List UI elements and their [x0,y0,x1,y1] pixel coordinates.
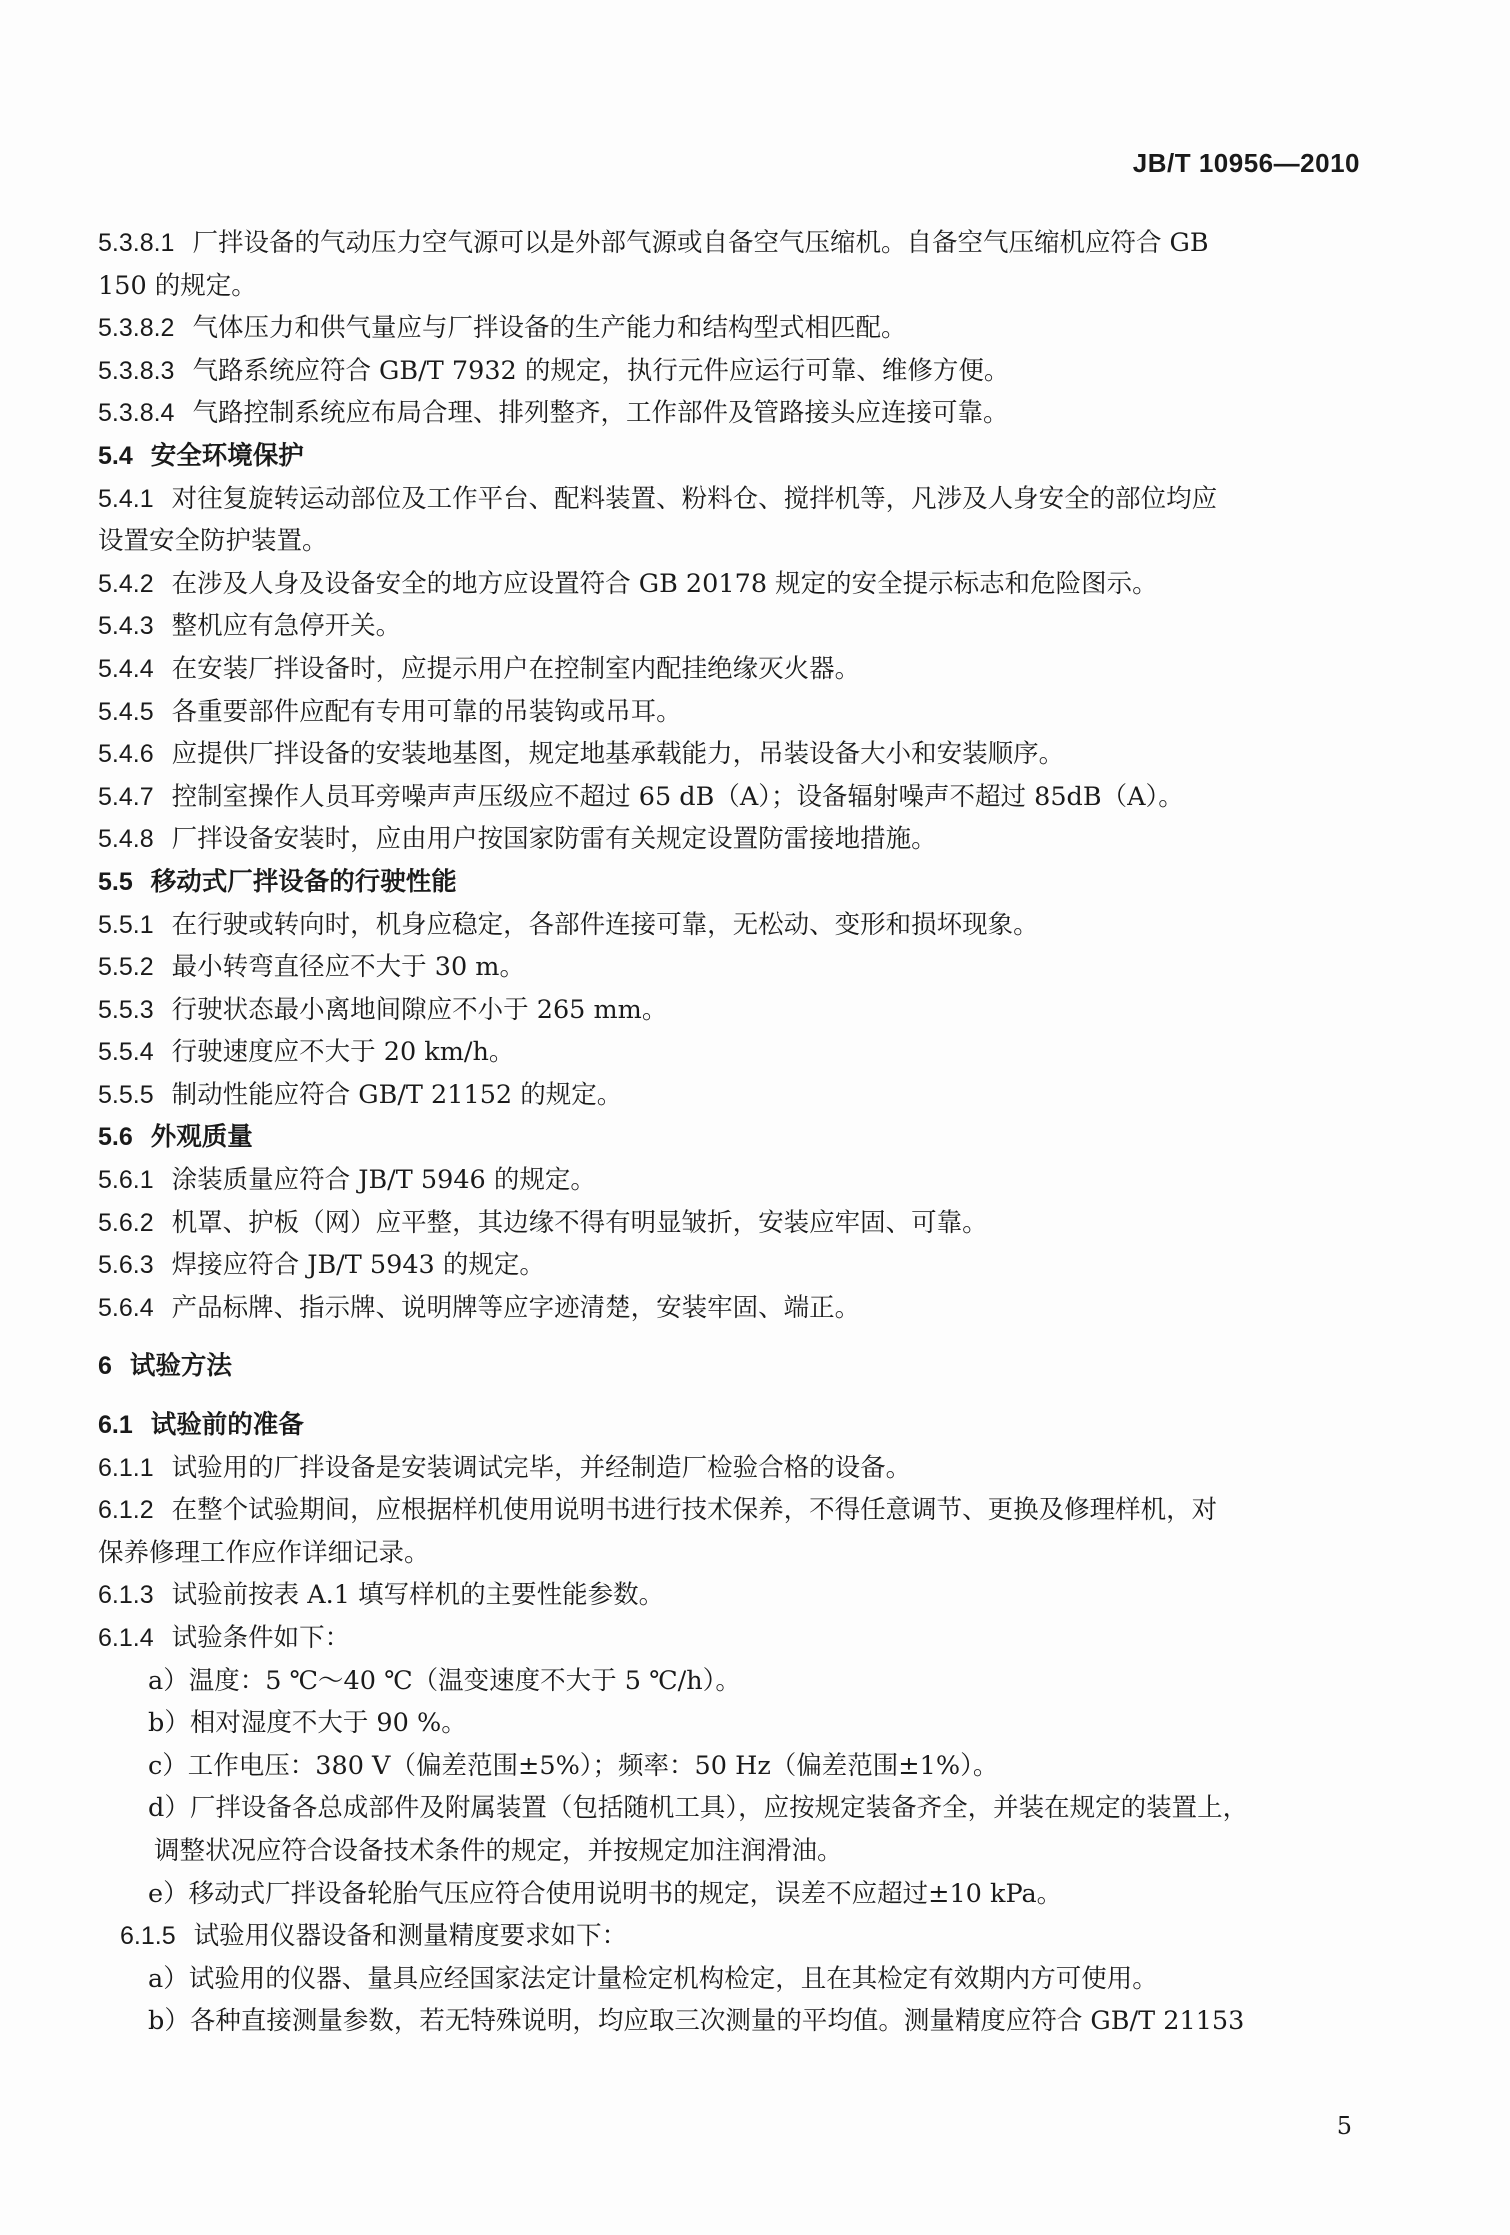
clause-number: 5.6 [98,1123,133,1152]
clause-line [98,1159,1360,1202]
clause-text: 行驶状态最小离地间隙应不小于 265 mm。 [171,994,668,1025]
clause-text: 气体压力和供气量应与厂拌设备的生产能力和结构型式相匹配。 [192,313,907,344]
clause-text: 控制室操作人员耳旁噪声声压级应不超过 65 dB（A）；设备辐射噪声不超过 85dB（A）。 [171,781,1184,812]
clause-text: 各重要部件应配有专用可靠的吊装钩或吊耳。 [171,696,682,727]
clause-line [98,520,1360,563]
clause-text: 在涉及人身及设备安全的地方应设置符合 GB 20178 规定的安全提示标志和危险图示。 [171,568,1158,599]
clause-text: 150 的规定。 [98,270,257,301]
clause-line [98,648,1360,691]
clause-line [98,818,1360,861]
clause-number: 5.5.4 [98,1038,154,1067]
clause-number: 5.6.4 [98,1293,154,1322]
list-item [98,1745,1360,1788]
clause-number: 5.4 [98,441,133,470]
section-heading [98,1116,1360,1159]
clause-number: 5.5.3 [98,995,154,1024]
section-heading [98,1404,1360,1447]
clause-text: 在整个试验期间，应根据样机使用说明书进行技术保养，不得任意调节、更换及修理样机，对 [171,1495,1218,1526]
page-number: 5 [1336,2112,1352,2140]
clause-text: 机罩、护板（网）应平整，其边缘不得有明显皱折，安装应牢固、可靠。 [171,1207,988,1238]
clause-line [98,946,1360,989]
clause-number: 5.3.8.3 [98,356,175,385]
clause-text: 试验条件如下： [171,1623,351,1653]
clause-text: 试验前按表 A.1 填写样机的主要性能参数。 [171,1580,665,1611]
clause-line [98,265,1360,308]
clause-line [98,222,1360,265]
clause-line [98,1489,1360,1532]
list-item [98,1660,1360,1703]
clause-text: 整机应有急停开关。 [171,611,402,642]
section-heading [98,435,1360,478]
clause-text: 外观质量 [150,1122,253,1153]
document-body [98,222,1360,2043]
clause-text: 试验用的厂拌设备是安装调试完毕，并经制造厂检验合格的设备。 [171,1452,912,1483]
clause-line [98,392,1360,435]
clause-number: 5.4.4 [98,654,154,683]
clause-text: b）各种直接测量参数，若无特殊说明，均应取三次测量的平均值。测量精度应符合 GB/T 21153 [148,2006,1245,2037]
list-item [98,1873,1360,1916]
clause-text: 行驶速度应不大于 20 km/h。 [171,1037,515,1068]
clause-text: 安全环境保护 [150,440,304,471]
clause-number: 5.4.2 [98,569,154,598]
clause-number: 5.4.7 [98,782,154,811]
clause-text: 应提供厂拌设备的安装地基图，规定地基承载能力，吊装设备大小和安装顺序。 [171,739,1065,770]
clause-line [98,350,1360,393]
clause-number: 5.4.3 [98,612,154,641]
clause-text: e）移动式厂拌设备轮胎气压应符合使用说明书的规定，误差不应超过±10 kPa。 [148,1878,1063,1909]
clause-number: 5.5 [98,867,133,896]
clause-line [98,1574,1360,1617]
clause-line [98,904,1360,947]
clause-number: 5.5.1 [98,910,154,939]
clause-text: 调整状况应符合设备技术条件的规定，并按规定加注润滑油。 [154,1835,843,1866]
clause-line [98,1287,1360,1330]
clause-text: 最小转弯直径应不大于 30 m。 [171,952,525,983]
clause-text: 厂拌设备安装时，应由用户按国家防雷有关规定设置防雷接地措施。 [171,824,937,855]
clause-line [98,1447,1360,1490]
clause-number: 6.1 [98,1411,133,1440]
clause-number: 5.4.6 [98,740,154,769]
clause-number: 5.3.8.4 [98,399,175,428]
clause-text: c）工作电压：380 V（偏差范围±5%）；频率：50 Hz（偏差范围±1%）。 [148,1750,999,1781]
clause-line [98,733,1360,776]
clause-text: 设置安全防护装置。 [98,526,328,557]
clause-number: 5.6.3 [98,1251,154,1280]
clause-number: 5.4.1 [98,484,154,513]
clause-line [98,776,1360,819]
clause-number: 6.1.2 [98,1496,154,1525]
clause-line [98,1244,1360,1287]
clause-text: a）试验用的仪器、量具应经国家法定计量检定机构检定，且在其检定有效期内方可使用。 [148,1963,1158,1994]
clause-line [98,605,1360,648]
clause-number: 5.6.1 [98,1166,154,1195]
clause-text: 焊接应符合 JB/T 5943 的规定。 [171,1250,545,1281]
clause-text: b）相对湿度不大于 90 %。 [148,1708,467,1739]
clause-line [98,691,1360,734]
clause-text: 对往复旋转运动部位及工作平台、配料装置、粉料仓、搅拌机等，凡涉及人身安全的部位均应 [171,483,1218,514]
clause-text: d）厂拌设备各总成部件及附属装置（包括随机工具），应按规定装备齐全，并装在规定的装置上， [148,1793,1249,1824]
clause-text: 制动性能应符合 GB/T 21152 的规定。 [171,1079,623,1110]
clause-number: 5.5.2 [98,953,154,982]
clause-text: 涂装质量应符合 JB/T 5946 的规定。 [171,1165,596,1196]
section-heading [98,861,1360,904]
clause-text: 试验用仪器设备和测量精度要求如下： [193,1921,628,1952]
clause-line [98,1074,1360,1117]
clause-number: 6 [98,1352,112,1381]
clause-text: 在行驶或转向时，机身应稳定，各部件连接可靠，无松动、变形和损坏现象。 [171,909,1039,940]
clause-text: a）温度：5 ℃～40 ℃（温变速度不大于 5 ℃/h）。 [148,1665,741,1696]
clause-text: 厂拌设备的气动压力空气源可以是外部气源或自备空气压缩机。自备空气压缩机应符合 GB [192,228,1209,258]
clause-text: 产品标牌、指示牌、说明牌等应字迹清楚，安装牢固、端正。 [171,1292,861,1323]
clause-number: 5.4.5 [98,697,154,726]
list-item [98,1958,1360,2001]
clause-line [98,1202,1360,1245]
list-item [98,1787,1360,1830]
clause-text: 气路系统应符合 GB/T 7932 的规定，执行元件应运行可靠、维修方便。 [192,355,1010,386]
clause-text: 试验前的准备 [150,1410,304,1441]
clause-line [98,1532,1360,1575]
clause-line [98,1915,1360,1958]
clause-line [98,1031,1360,1074]
clause-text: 试验方法 [129,1351,232,1382]
clause-number: 6.1.5 [120,1922,176,1951]
clause-number: 6.1.4 [98,1624,154,1652]
clause-number: 6.1.3 [98,1581,154,1610]
clause-number: 6.1.1 [98,1453,154,1482]
clause-number: 5.6.2 [98,1208,154,1237]
clause-number: 5.3.8.2 [98,314,175,343]
clause-number: 5.5.5 [98,1080,154,1109]
clause-line [98,307,1360,350]
clause-line [98,989,1360,1032]
clause-text: 气路控制系统应布局合理、排列整齐，工作部件及管路接头应连接可靠。 [192,398,1009,429]
list-item [98,1702,1360,1745]
clause-text: 移动式厂拌设备的行驶性能 [150,866,457,897]
clause-text: 保养修理工作应作详细记录。 [98,1537,430,1568]
list-item [98,1830,1360,1873]
section-heading [98,1345,1360,1388]
clause-number: 5.4.8 [98,825,154,854]
document-code: JB/T 10956—2010 [1132,148,1360,178]
clause-line [98,563,1360,606]
clause-line [98,478,1360,521]
clause-line [98,1617,1360,1660]
clause-number: 5.3.8.1 [98,229,175,257]
list-item [98,2000,1360,2043]
clause-text: 在安装厂拌设备时，应提示用户在控制室内配挂绝缘灭火器。 [171,653,861,684]
